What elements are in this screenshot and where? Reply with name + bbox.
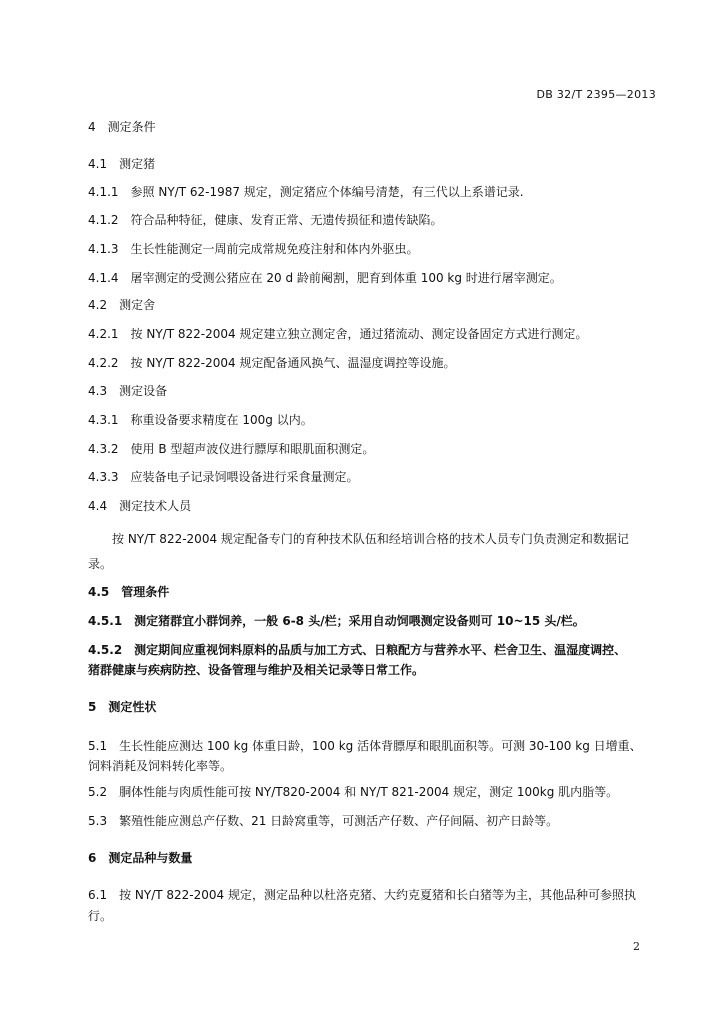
clause [88, 240, 660, 258]
subsection-title: 测定技术人员 [119, 499, 192, 513]
subsection-title: 管理条件 [121, 585, 170, 599]
subsection-title: 测定舍 [119, 298, 156, 312]
clause [88, 783, 660, 801]
clause-text: 应装备电子记录饲喂设备进行采食量测定。 [130, 470, 359, 484]
clause-number: 4.1.2 [88, 213, 119, 227]
subsection-number: 4.2 [88, 298, 108, 312]
clause-text: 使用 B 型超声波仪进行膘厚和眼肌面积测定。 [130, 442, 375, 456]
paragraph-line: 录。 [88, 557, 113, 571]
clause [88, 354, 660, 372]
clause [88, 411, 660, 429]
clause-number: 4.3.1 [88, 413, 119, 427]
clause-text: 屠宰测定的受测公猪应在 20 d 龄前阉割，肥育到体重 100 kg 时进行屠宰测定。 [130, 271, 562, 285]
section-number: 6 [88, 851, 97, 865]
clause-text: 生长性能测定一周前完成常规免疫注射和体内外驱虫。 [130, 242, 419, 256]
clause-number: 4.5.1 [88, 614, 123, 628]
clause-text: 按 NY/T 822-2004 规定建立独立测定舍，通过猪流动、测定设备固定方式进行测定。 [130, 327, 588, 341]
section-title: 测定条件 [107, 120, 156, 134]
clause-number: 4.1.1 [88, 185, 119, 199]
clause-text: 按 NY/T 822-2004 规定，测定品种以杜洛克猪、大约克夏猪和长白猪等为主，其他品种可参照执 [119, 888, 636, 902]
subsection-number: 4.1 [88, 157, 108, 171]
clause-number: 6.1 [88, 888, 108, 902]
page-number: 2 [633, 940, 640, 953]
clause-number: 5.1 [88, 739, 108, 753]
clause-number: 4.3.2 [88, 442, 119, 456]
clause [88, 468, 660, 486]
clause [88, 269, 660, 287]
clause [88, 886, 660, 904]
section-heading [88, 698, 660, 716]
clause-text: 按 NY/T 822-2004 规定配备通风换气、温湿度调控等设施。 [130, 356, 456, 370]
subsection-number: 4.4 [88, 499, 108, 513]
clause-text: 测定期间应重视饲料原料的品质与加工方式、日粮配方与营养水平、栏舍卫生、温湿度调控、 [134, 643, 627, 657]
clause-continuation: 行。 [88, 909, 113, 923]
clause-number: 4.5.2 [88, 643, 123, 657]
subsection-title: 测定设备 [119, 384, 168, 398]
subsection-title: 测定猪 [119, 157, 156, 171]
section-heading [88, 118, 660, 136]
clause [88, 440, 660, 458]
clause-text: 称重设备要求精度在 100g 以内。 [130, 413, 313, 427]
clause-number: 5.2 [88, 785, 108, 799]
paragraph-line: 按 NY/T 822-2004 规定配备专门的育种技术队伍和经培训合格的技术人员专门负责测定和数据记 [112, 532, 629, 546]
clause-number: 5.3 [88, 814, 108, 828]
section-title: 测定品种与数量 [108, 851, 193, 865]
subsection-heading [88, 497, 660, 515]
section-heading [88, 849, 660, 867]
clause [88, 183, 660, 201]
clause-number: 4.2.2 [88, 356, 119, 370]
clause-text: 生长性能应测达 100 kg 体重日龄，100 kg 活体背膘厚和眼肌面积等。可测 30-100 kg 日增重、 [119, 739, 642, 753]
clause [88, 737, 660, 755]
subsection-number: 4.5 [88, 585, 110, 599]
clause-continuation: 饲料消耗及饲料转化率等。 [88, 759, 233, 773]
clause-number: 4.3.3 [88, 470, 119, 484]
clause [88, 211, 660, 229]
section-title: 测定性状 [108, 700, 157, 714]
clause-text: 繁殖性能应测总产仔数、21 日龄窝重等，可测活产仔数、产仔间隔、初产日龄等。 [119, 814, 559, 828]
clause-text: 胴体性能与肉质性能可按 NY/T820-2004 和 NY/T 821-2004 规定，测定 100kg 肌内脂等。 [119, 785, 619, 799]
clause-number: 4.2.1 [88, 327, 119, 341]
clause-text: 测定猪群宜小群饲养，一般 6-8 头/栏；采用自动饲喂测定设备则可 10~15 头/栏。 [134, 614, 585, 628]
subsection-heading [88, 583, 660, 601]
clause [88, 812, 660, 830]
clause [88, 612, 660, 630]
section-number: 4 [88, 120, 96, 134]
clause-number: 4.1.4 [88, 271, 119, 285]
clause-text: 符合品种特征，健康、发育正常、无遗传损征和遗传缺陷。 [130, 213, 443, 227]
subsection-number: 4.3 [88, 384, 108, 398]
subsection-heading [88, 382, 660, 400]
clause [88, 641, 660, 659]
clause-number: 4.1.3 [88, 242, 119, 256]
subsection-heading [88, 155, 660, 173]
section-number: 5 [88, 700, 97, 714]
clause [88, 325, 660, 343]
standard-code-header: DB 32/T 2395—2013 [536, 88, 656, 101]
subsection-heading [88, 296, 660, 314]
clause-text: 参照 NY/T 62-1987 规定，测定猪应个体编号清楚，有三代以上系谱记录. [130, 185, 524, 199]
clause-continuation: 猪群健康与疾病防控、设备管理与维护及相关记录等日常工作。 [88, 663, 425, 677]
